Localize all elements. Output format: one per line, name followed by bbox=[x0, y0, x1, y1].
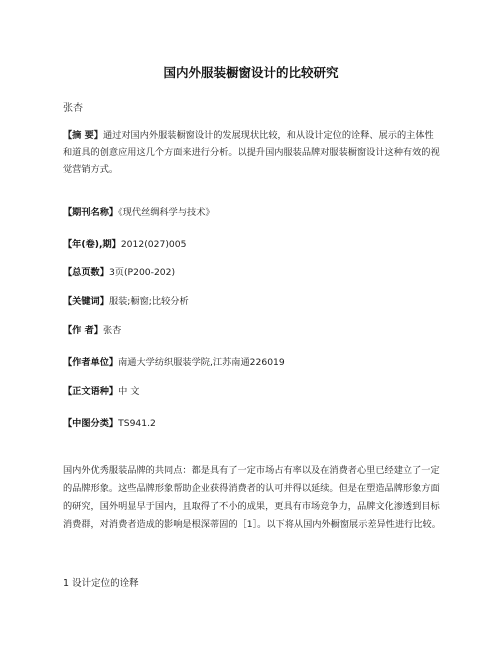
meta-label: 【关键词】 bbox=[63, 296, 109, 307]
meta-value: 3页(P200-202) bbox=[108, 267, 176, 278]
body-paragraph: 国内外优秀服装品牌的共同点：都是具有了一定市场占有率以及在消费者心里已经建立了一定的品牌形象。这些品牌形象帮助企业获得消费者的认可并得以延续。但是在塑造品牌形象方面的研究，国外明显早于国内，且取得了不小的成果，更具有市场竞争力，品牌文化渗透到目标消费群，对消费者造成的影响是根深蒂固的［1］。以下将从国内外橱窗展示差异性进行比较。 bbox=[63, 465, 441, 530]
meta-value: 张杏 bbox=[102, 325, 122, 336]
abstract-text: 通过对国内外服装橱窗设计的发展现状比较，和从设计定位的诠释、展示的主体性和道具的创意应用这几个方面来进行分析。以提升国内服装品牌对服装橱窗设计这种有效的视觉营销方式。 bbox=[63, 130, 440, 175]
meta-author bbox=[63, 322, 441, 336]
meta-label: 【中图分类】 bbox=[63, 418, 119, 429]
meta-label: 【作 者】 bbox=[63, 325, 103, 336]
meta-label: 【作者单位】 bbox=[63, 357, 119, 368]
abstract-label: 【摘 要】 bbox=[63, 130, 103, 141]
author-name: 张杏 bbox=[63, 103, 83, 114]
meta-classification bbox=[63, 415, 441, 429]
document-title: 国内外服装橱窗设计的比较研究 bbox=[163, 65, 339, 80]
meta-value: 中 文 bbox=[118, 386, 140, 397]
meta-value: 《现代丝绸科学与技术》 bbox=[118, 207, 215, 218]
meta-label: 【期刊名称】 bbox=[63, 207, 119, 218]
meta-volume-issue bbox=[63, 236, 441, 250]
meta-label: 【正文语种】 bbox=[63, 386, 119, 397]
meta-value: 服装;橱窗;比较分析 bbox=[108, 296, 189, 307]
meta-label: 【年(卷),期】 bbox=[63, 239, 121, 250]
meta-label: 【总页数】 bbox=[63, 267, 109, 278]
meta-value: 2012(027)005 bbox=[120, 239, 187, 250]
meta-keywords bbox=[63, 293, 441, 307]
meta-value: TS941.2 bbox=[118, 418, 156, 429]
meta-pages bbox=[63, 264, 441, 278]
section-heading: 1 设计定位的诠释 bbox=[63, 578, 139, 589]
meta-journal bbox=[63, 204, 441, 218]
meta-affiliation bbox=[63, 354, 441, 368]
abstract bbox=[63, 127, 441, 178]
meta-value: 南通大学纺织服装学院,江苏南通226019 bbox=[118, 357, 285, 368]
meta-language bbox=[63, 383, 441, 397]
